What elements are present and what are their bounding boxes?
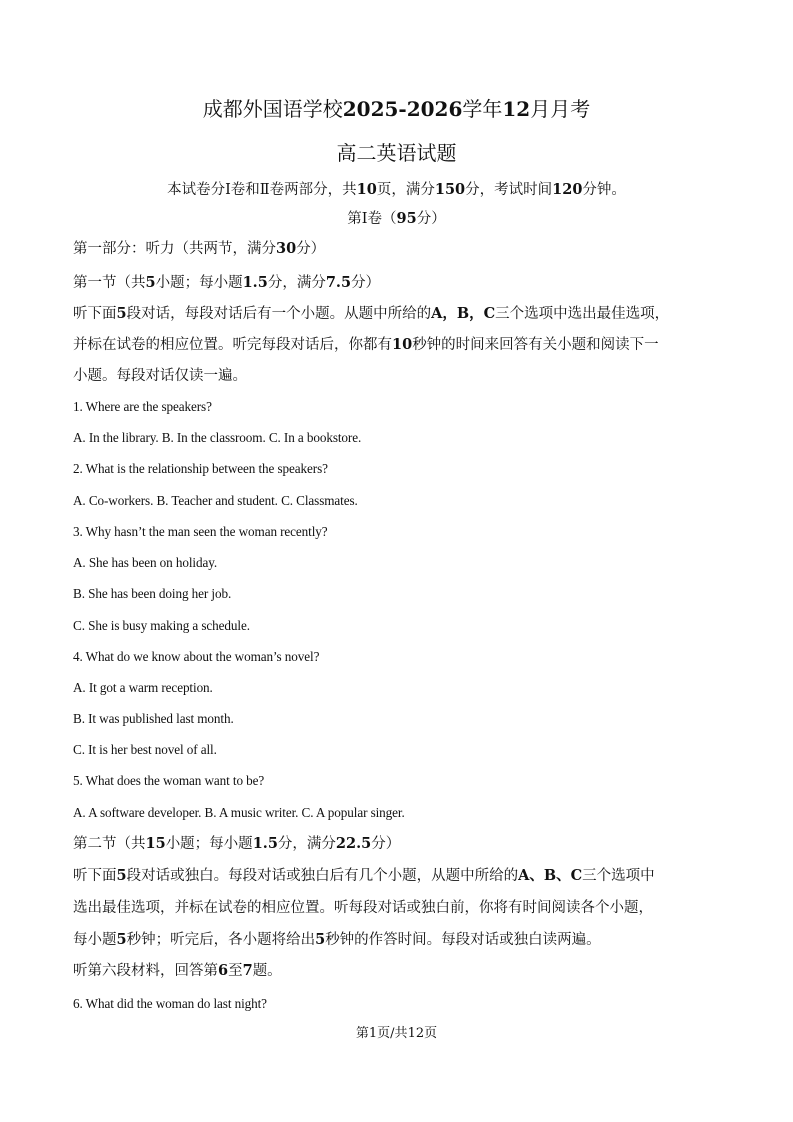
section2-text: 分，满分 xyxy=(277,836,336,852)
instr-count: 5 xyxy=(116,867,127,884)
intro-pages: 10 xyxy=(356,181,377,198)
material-text: 至 xyxy=(228,963,243,979)
section2-count: 15 xyxy=(145,835,166,852)
exam-title xyxy=(0,94,793,124)
instr-seconds: 5 xyxy=(315,931,326,948)
instr-text: 段对话或独白。每段对话或独白后有几个小题，从题中所给的 xyxy=(126,868,519,884)
section1-text: 第一节（共 xyxy=(73,275,146,291)
question-1-options: A. In the library. B. In the classroom. C. In a bookstore. xyxy=(73,430,362,445)
section2-text: 小题；每小题 xyxy=(165,836,253,852)
section1-each: 1.5 xyxy=(242,274,268,291)
question-6: 6. What did the woman do last night? xyxy=(73,996,267,1011)
section2-instructions-3 xyxy=(73,929,601,951)
material-6-heading xyxy=(73,960,282,982)
title-year-label: 学年 xyxy=(462,97,503,121)
volume-text: 分） xyxy=(416,211,446,227)
instr-text: 秒钟的时间来回答有关小题和阅读下一 xyxy=(412,337,659,353)
instr-text: 三个选项中选出最佳选项， xyxy=(495,306,670,322)
question-1: 1. Where are the speakers? xyxy=(73,399,212,414)
section1-count: 5 xyxy=(145,274,156,291)
footer-text: 页 xyxy=(424,1026,438,1041)
instr-count: 5 xyxy=(116,305,127,322)
title-exam-label: 月月考 xyxy=(530,97,591,121)
section1-instructions-1 xyxy=(73,303,669,325)
question-5: 5. What does the woman want to be? xyxy=(73,773,265,788)
section2-text: 第二节（共 xyxy=(73,836,146,852)
section1-text: 分，满分 xyxy=(267,275,326,291)
material-text: 题。 xyxy=(252,963,282,979)
instr-text: 并标在试卷的相应位置。听完每段对话后，你都有 xyxy=(73,337,392,353)
section2-heading xyxy=(73,833,400,855)
instr-text: 听下面 xyxy=(73,306,117,322)
exam-intro xyxy=(0,179,793,201)
intro-score: 150 xyxy=(434,181,466,198)
section1-text: 小题；每小题 xyxy=(155,275,243,291)
footer-text: 页/共 xyxy=(377,1026,408,1041)
question-5-options: A. A software developer. B. A music writer. C. A popular singer. xyxy=(73,805,405,820)
instr-text: 段对话，每段对话后有一个小题。从题中所给的 xyxy=(126,306,432,322)
section1-instructions-2 xyxy=(73,334,659,356)
material-text: 听第六段材料，回答第 xyxy=(73,963,218,979)
footer-total-pages: 12 xyxy=(407,1026,425,1041)
footer-page-number: 1 xyxy=(368,1026,378,1041)
volume-score: 95 xyxy=(396,210,417,227)
question-2-options: A. Co-workers. B. Teacher and student. C. Classmates. xyxy=(73,493,358,508)
instr-seconds: 5 xyxy=(116,931,127,948)
instr-text: 三个选项中 xyxy=(582,868,655,884)
question-4-option-a: A. It got a warm reception. xyxy=(73,680,213,695)
footer-text: 第 xyxy=(355,1026,369,1041)
section1-text: 分） xyxy=(351,275,381,291)
instr-text: 听下面 xyxy=(73,868,117,884)
question-4: 4. What do we know about the woman’s novel? xyxy=(73,649,320,664)
intro-text: 分钟。 xyxy=(582,182,626,198)
section2-instructions-1 xyxy=(73,865,655,887)
volume-text: 第Ⅰ卷（ xyxy=(347,211,397,227)
question-4-option-c: C. It is her best novel of all. xyxy=(73,742,217,757)
instr-options: A，B，C xyxy=(431,305,496,322)
question-3-option-b: B. She has been doing her job. xyxy=(73,586,232,601)
part1-heading xyxy=(73,238,325,260)
section1-heading xyxy=(73,272,380,294)
title-years: 2025-2026 xyxy=(342,97,463,121)
question-3: 3. Why hasn’t the man seen the woman recently? xyxy=(73,524,328,539)
section1-instructions-3: 小题。每段对话仅读一遍。 xyxy=(73,368,247,384)
title-month: 12 xyxy=(502,97,531,121)
volume-heading xyxy=(0,208,793,230)
instr-text: 秒钟；听完后，各小题将给出 xyxy=(126,932,316,948)
section2-text: 分） xyxy=(371,836,401,852)
section2-total: 22.5 xyxy=(335,835,372,852)
part1-text: 第一部分：听力（共两节，满分 xyxy=(73,241,276,257)
section2-instructions-2: 选出最佳选项，并标在试卷的相应位置。听每段对话或独白前，你将有时间阅读各个小题， xyxy=(73,900,653,916)
instr-seconds: 10 xyxy=(392,336,413,353)
instr-text: 每小题 xyxy=(73,932,117,948)
page-footer xyxy=(0,1025,793,1043)
question-3-option-c: C. She is busy making a schedule. xyxy=(73,618,250,633)
exam-subtitle: 高二英语试题 xyxy=(336,141,457,165)
instr-text: 秒钟的作答时间。每段对话或独白读两遍。 xyxy=(325,932,601,948)
section2-each: 1.5 xyxy=(252,835,278,852)
instr-options: A、B、C xyxy=(518,867,583,884)
intro-text: 页，满分 xyxy=(376,182,435,198)
material-to: 7 xyxy=(242,962,253,979)
question-2: 2. What is the relationship between the speakers? xyxy=(73,461,328,476)
intro-text: 本试卷分Ⅰ卷和Ⅱ卷两部分，共 xyxy=(167,182,357,198)
question-4-option-b: B. It was published last month. xyxy=(73,711,234,726)
section1-total: 7.5 xyxy=(325,274,352,291)
question-3-option-a: A. She has been on holiday. xyxy=(73,555,218,570)
part1-score: 30 xyxy=(276,240,297,257)
intro-text: 分，考试时间 xyxy=(465,182,553,198)
intro-minutes: 120 xyxy=(552,181,583,198)
part1-text: 分） xyxy=(296,241,326,257)
material-from: 6 xyxy=(218,962,229,979)
title-school: 成都外国语学校 xyxy=(202,97,343,121)
